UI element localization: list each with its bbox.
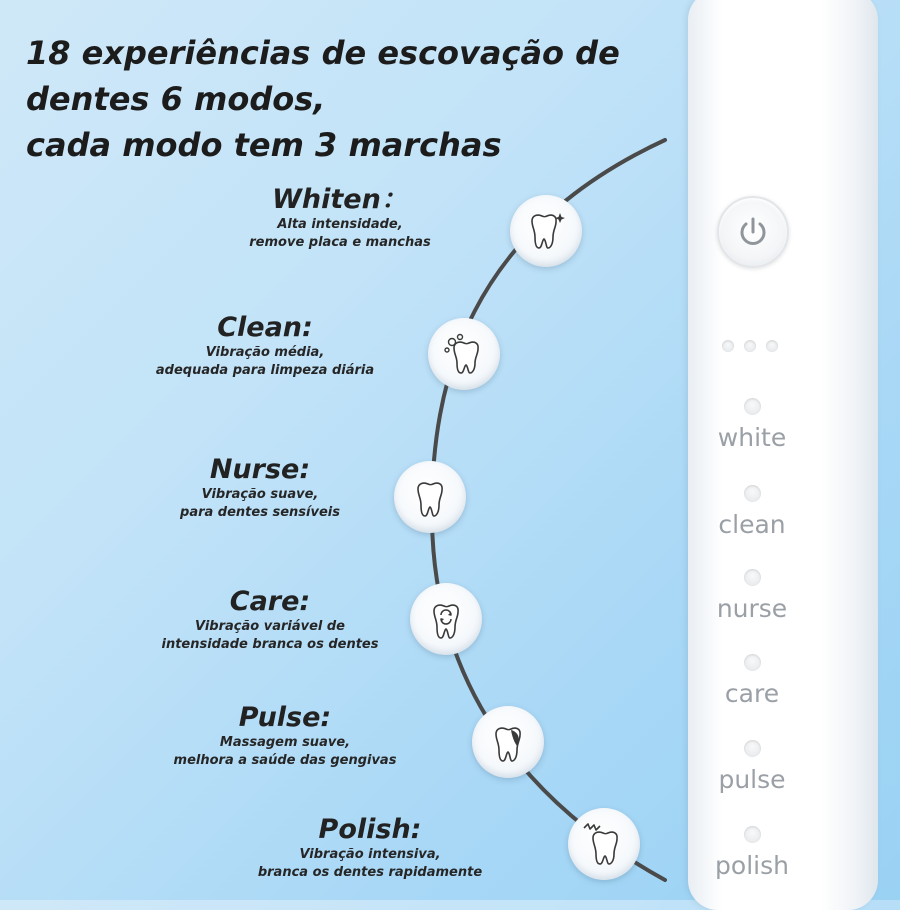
mode-description-line: Massagem suave, (219, 735, 351, 750)
mode-nurse (120, 454, 400, 522)
mode-icon-polish (568, 808, 640, 880)
mode-name: Nurse: (209, 454, 311, 485)
mode-polish (240, 814, 500, 882)
mode-care (110, 586, 430, 654)
mode-indicator-light (744, 740, 761, 757)
tooth-icon (406, 473, 454, 521)
mode-description-line: Vibração média, (205, 345, 325, 360)
mode-name: Whiten： (272, 184, 408, 215)
handle-mode-care[interactable] (700, 654, 804, 709)
tooth-zigzag-icon (580, 820, 628, 868)
mode-icon-care (410, 583, 482, 655)
power-icon (733, 212, 773, 252)
handle-mode-polish[interactable] (700, 826, 804, 881)
mode-clean (100, 312, 430, 380)
mode-description-line: Vibração suave, (201, 487, 319, 502)
mode-indicator-light (744, 398, 761, 415)
power-button[interactable] (717, 196, 789, 268)
handle-mode-label: nurse (716, 594, 788, 623)
headline-line-1: 18 experiências de escovação de (26, 34, 620, 72)
mode-indicator-light (744, 826, 761, 843)
mode-description-line: branca os dentes rapidamente (257, 865, 483, 880)
mode-icon-whiten (510, 195, 582, 267)
handle-mode-nurse[interactable] (700, 569, 804, 624)
mode-icon-clean (428, 318, 500, 390)
mode-name: Polish: (318, 814, 422, 845)
mode-description-line: Vibração variável de (195, 619, 345, 634)
mode-indicator-light (744, 485, 761, 502)
mode-description-line: intensidade branca os dentes (161, 637, 379, 652)
mode-description-line: para dentes sensíveis (180, 505, 340, 520)
mode-icon-nurse (394, 461, 466, 533)
mode-pulse (155, 702, 415, 770)
intensity-dot (766, 340, 778, 352)
handle-mode-label: care (724, 679, 780, 708)
handle-mode-label: white (717, 423, 787, 452)
handle-mode-label: pulse (718, 765, 786, 794)
mode-indicator-light (744, 654, 761, 671)
mode-description-line: adequada para limpeza diária (155, 363, 375, 378)
mode-description-line: melhora a saúde das gengivas (173, 753, 397, 768)
mode-icon-pulse (472, 706, 544, 778)
mode-name: Clean: (217, 312, 313, 343)
handle-mode-pulse[interactable] (700, 740, 804, 795)
handle-mode-label: polish (715, 851, 789, 880)
headline-line-3: cada modo tem 3 marchas (26, 126, 502, 164)
mode-description-line: Alta intensidade, (277, 217, 403, 232)
headline-line-2: dentes 6 modos, (26, 80, 326, 118)
mode-whiten (225, 184, 455, 252)
tooth-bubbles-icon (440, 330, 488, 378)
tooth-sparkle-icon (522, 207, 570, 255)
mode-name: Care: (229, 586, 311, 617)
handle-mode-label: clean (718, 510, 786, 539)
mode-name: Pulse: (238, 702, 332, 733)
mode-description-line: Vibração intensiva, (299, 847, 441, 862)
handle-mode-clean[interactable] (700, 485, 804, 540)
intensity-dot (744, 340, 756, 352)
tooth-gum-icon (484, 718, 532, 766)
handle-mode-white[interactable] (700, 398, 804, 453)
intensity-dot (722, 340, 734, 352)
mode-indicator-light (744, 569, 761, 586)
tooth-cycle-icon (422, 595, 470, 643)
mode-description-line: remove placa e manchas (249, 235, 431, 250)
intensity-indicator-dots (722, 340, 782, 354)
